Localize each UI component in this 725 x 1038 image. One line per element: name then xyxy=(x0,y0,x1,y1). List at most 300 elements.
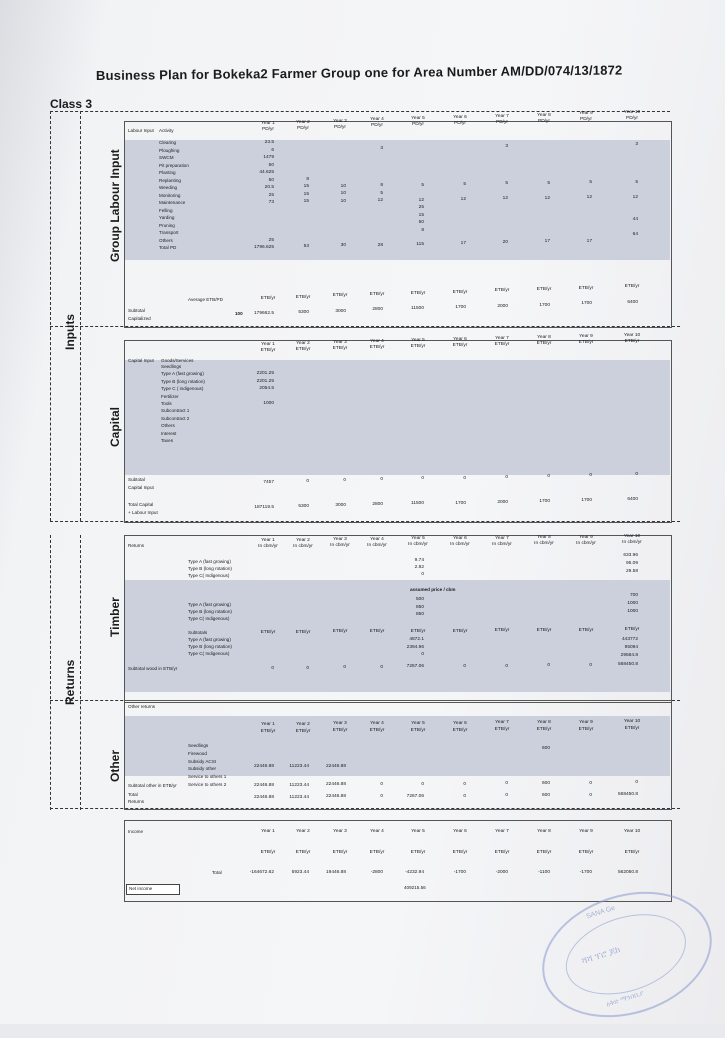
year-header: Year 4 xyxy=(370,117,384,123)
divider-left-inputs xyxy=(50,111,51,521)
stamp-text-bottom: ዕቅድ ማንበቢያ xyxy=(605,989,645,1009)
other-section-label: Other xyxy=(108,749,122,782)
unit-header: ETB/yr xyxy=(369,345,385,350)
activity-name: Ploughing xyxy=(159,147,180,153)
unit-header: PD/yr xyxy=(334,124,346,130)
other-item-name: Service to others 1 xyxy=(188,774,227,780)
activity-name: Clearing xyxy=(159,140,177,145)
subtotal-other-label: Subtotal other in ETB/yr xyxy=(128,783,177,788)
total-returns-value: 0 xyxy=(463,793,466,799)
capital-item-value: 2054.5 xyxy=(259,386,274,392)
other-item-name: Subsidy ACSI xyxy=(188,758,217,764)
capital-subtotal-label: Subtotal xyxy=(128,477,145,482)
year-header: Year 9 xyxy=(579,719,593,725)
other-item-name: Firewood xyxy=(188,750,207,756)
etb-unit-header: ETB/yr xyxy=(452,289,468,295)
unit-header: ETB/yr xyxy=(295,728,311,734)
unit-header: ETB/yr xyxy=(536,850,552,855)
stamp-text-middle: ሻሻ ፕሮ ጆክ xyxy=(580,944,622,967)
unit-header: ETB/yr xyxy=(452,727,468,733)
subtotal-other-value: 22446.88 xyxy=(325,782,346,788)
returns-label: Returns xyxy=(128,543,145,548)
subtotals-label: Subtotals xyxy=(188,630,208,635)
timber-subtotal-y5: 2394.96 xyxy=(406,644,424,650)
income-total-value: -164672.62 xyxy=(249,870,274,875)
subtotal-value: 11500 xyxy=(411,306,424,312)
year-header: Year 8 xyxy=(537,719,551,725)
activity-value: 5 xyxy=(463,182,466,187)
year-header: Year 7 xyxy=(495,336,509,341)
total-pd-value: 53 xyxy=(303,244,309,250)
activity-value: 5 xyxy=(421,182,424,188)
year-header: Year 10 xyxy=(623,534,641,540)
unit-header: In cbm/yr xyxy=(258,544,278,549)
capital-subtotal-value: 0 xyxy=(463,475,466,481)
capital-item-name: Others xyxy=(161,423,175,429)
activity-value: 8 xyxy=(421,227,424,233)
other-seedlings-y8: 600 xyxy=(541,746,550,751)
income-total-value: 562050.8 xyxy=(617,870,638,875)
group-labour-section-label: Group Labour Input xyxy=(108,149,122,262)
subtotal-wood-value: 0 xyxy=(463,664,466,669)
capital-item-name: Tools xyxy=(161,401,172,406)
timber-subtotal-type: Type C( Indigenous) xyxy=(188,651,230,656)
unit-header: In cbm/yr xyxy=(534,541,554,547)
year-header: Year 2 xyxy=(296,721,310,727)
subtotal-wood-value: 7257.06 xyxy=(406,664,424,670)
subtotal-wood-value: 0 xyxy=(547,663,550,669)
activity-value: 12 xyxy=(544,195,550,201)
subtotal-wood-value: 0 xyxy=(271,666,274,671)
activity-value: 10 xyxy=(340,191,346,197)
subtotal-value: 3000 xyxy=(335,308,346,314)
timber-price-y5: 850 xyxy=(415,612,424,617)
capital-total-value: 11500 xyxy=(411,501,424,507)
total-capital-label: Total Capital xyxy=(128,502,154,507)
subsidy-value: 22446.88 xyxy=(325,764,346,769)
unit-header: ETB/yr xyxy=(536,726,552,732)
unit-header: ETB/yr xyxy=(410,727,426,733)
timber-price-y5: 850 xyxy=(415,604,424,610)
divider-returns-col xyxy=(80,535,81,810)
year-header: Year 8 xyxy=(537,829,551,834)
income-total-value: 5923.44 xyxy=(291,870,309,875)
subtotal-value: 179662.5 xyxy=(253,311,274,316)
income-total-label: Total xyxy=(212,870,222,875)
subtotal-value: 1700 xyxy=(539,302,550,308)
capital-item-name: Type B (long rotation) xyxy=(161,378,205,384)
activity-value: 25 xyxy=(418,205,424,211)
unit-header: PD/yr xyxy=(262,127,274,132)
unit-header: PD/yr xyxy=(297,125,309,131)
unit-header: PD/yr xyxy=(412,122,424,128)
activity-name: Felling xyxy=(159,207,173,213)
unit-header: PD/yr xyxy=(496,119,508,125)
assumed-price-label: assumed price / cbm xyxy=(410,587,456,592)
total-pd-value: 28 xyxy=(377,242,383,248)
capital-subtotal-value: 0 xyxy=(306,479,309,485)
timber-price-y5: 500 xyxy=(415,597,424,602)
activity-value: 12 xyxy=(632,194,638,200)
year-header: Year 5 xyxy=(411,116,425,122)
year-header: Year 10 xyxy=(623,829,641,834)
capital-input-label: Capital Input xyxy=(128,358,154,363)
year-header: Year 7 xyxy=(495,113,509,119)
year-header: Year 3 xyxy=(333,340,347,345)
unit-header: In cbm/yr xyxy=(367,542,387,548)
capital-total-value: 1700 xyxy=(581,497,592,503)
year-header: Year 8 xyxy=(537,535,551,541)
divider-left-returns xyxy=(50,535,51,810)
year-header: Year 3 xyxy=(333,537,347,543)
timber-etb-unit: ETB/yr xyxy=(494,628,510,634)
unit-header: In cbm/yr xyxy=(492,541,512,547)
inputs-section-label: Inputs xyxy=(63,314,77,350)
year-header: Year 2 xyxy=(296,119,310,125)
year-header: Year 6 xyxy=(453,115,467,120)
etb-unit-header: ETB/yr xyxy=(260,296,276,301)
unit-header: In cbm/yr xyxy=(293,543,313,549)
activity-value: 50 xyxy=(418,220,424,226)
year-header: Year 8 xyxy=(537,112,551,118)
unit-header: ETB/yr xyxy=(494,727,510,733)
year-header: Year 1 xyxy=(261,342,275,347)
year-header: Year 10 xyxy=(623,333,641,338)
year-header: Year 6 xyxy=(453,720,467,726)
total-pd-value: 17 xyxy=(544,239,550,245)
activity-value: 12 xyxy=(418,197,424,203)
unit-header: ETB/yr xyxy=(410,344,426,349)
timber-etb-unit: ETB/yr xyxy=(452,628,468,634)
income-total-value: -2800 xyxy=(370,870,383,875)
total-pd-value: 30 xyxy=(340,243,346,249)
capital-total-value: 187119.5 xyxy=(254,505,274,510)
timber-etb-unit: ETB/yr xyxy=(260,630,276,635)
subtotal-value: 5300 xyxy=(298,309,309,315)
total-pd-value: 17 xyxy=(460,241,466,246)
year-header: Year 5 xyxy=(411,338,425,343)
activity-value: 5 xyxy=(547,180,550,186)
capital-band xyxy=(125,360,670,475)
activity-value: 15 xyxy=(303,199,309,205)
etb-unit-header: ETB/yr xyxy=(295,294,311,300)
other-returns-label: Other returns xyxy=(128,704,156,709)
year-header: Year 4 xyxy=(370,536,384,542)
total-returns-value: 0 xyxy=(505,793,508,799)
timber-etb-unit: ETB/yr xyxy=(332,629,348,635)
activity-value: 3 xyxy=(505,143,508,149)
capital-item-name: Seedlings xyxy=(161,364,182,369)
income-total-value: -1100 xyxy=(538,870,550,875)
unit-header: ETB/yr xyxy=(494,850,510,855)
subtotal-other-value: 0 xyxy=(380,782,383,788)
net-income-value: 409215.56 xyxy=(404,885,426,890)
unit-header: ETB/yr xyxy=(295,347,311,352)
timber-price-type: Type C( Indigenous) xyxy=(188,616,230,621)
activity-value: 23.5 xyxy=(264,140,274,145)
capital-total-value: 6400 xyxy=(627,496,638,502)
timber-type-name: Type A (fast growing) xyxy=(188,559,231,564)
unit-header: ETB/yr xyxy=(452,850,468,855)
income-total-value: 19446.88 xyxy=(325,870,346,875)
year-header: Year 7 xyxy=(495,720,509,726)
capital-item-name: Interest xyxy=(161,430,177,436)
capital-subtotal-value: 0 xyxy=(343,478,346,484)
net-income-label: Net income xyxy=(129,886,153,891)
timber-subtotal-type: Type A (fast growing) xyxy=(188,637,231,642)
timber-subtotal-type: Type B (long rotation) xyxy=(188,644,232,649)
year-header: Year 4 xyxy=(370,721,384,727)
class-label: Class 3 xyxy=(50,97,93,111)
year-header: Year 7 xyxy=(495,829,509,834)
timber-subtotal-y5: 0 xyxy=(421,652,424,657)
subtotal-label: Subtotal xyxy=(128,308,145,313)
unit-header: PD/yr xyxy=(371,123,383,129)
activity-value: 8 xyxy=(306,176,309,182)
timber-etb-unit: ETB/yr xyxy=(369,629,385,635)
stamp-text-top: SANA Ge xyxy=(585,904,617,921)
subtotal-value: 6400 xyxy=(627,300,638,306)
capital-total-value: 1700 xyxy=(455,500,466,506)
stamp-inner-ring xyxy=(555,900,696,1009)
income-total-value: -2000 xyxy=(495,870,508,875)
income-total-value: -1700 xyxy=(579,870,592,875)
unit-header: ETB/yr xyxy=(260,348,276,353)
year-header: Year 6 xyxy=(453,829,467,834)
capital-total-value: 2800 xyxy=(372,502,383,508)
activity-name: Weeding xyxy=(159,185,178,190)
capital-item-value: 1000 xyxy=(263,401,274,406)
year-header: Year 1 xyxy=(261,829,275,834)
unit-header: ETB/yr xyxy=(624,850,640,855)
unit-header: In cbm/yr xyxy=(330,543,350,549)
year-header: Year 4 xyxy=(370,829,384,834)
activity-value: 50 xyxy=(268,162,274,168)
total-returns-value: 0 xyxy=(380,794,383,800)
year-header: Year 1 xyxy=(261,121,275,126)
capital-item-value: 2201.25 xyxy=(256,378,274,384)
labour-input-label: Labour Input xyxy=(128,128,154,133)
activity-value: 44 xyxy=(632,217,638,223)
capital-total-value: 1700 xyxy=(539,498,550,504)
year-header: Year 10 xyxy=(623,110,641,116)
unit-header: PD/yr xyxy=(454,121,466,126)
timber-volume-y10: 95.09 xyxy=(625,561,638,566)
activity-value: 25 xyxy=(268,237,274,243)
etb-unit-header: ETB/yr xyxy=(624,284,640,290)
capital-subtotal-value: 0 xyxy=(589,472,592,478)
timber-etb-unit: ETB/yr xyxy=(578,627,594,633)
activity-value: 5 xyxy=(635,179,638,185)
year-header: Year 7 xyxy=(495,535,509,541)
unit-header: ETB/yr xyxy=(295,850,311,855)
unit-header: PD/yr xyxy=(626,116,638,122)
capital-item-value: 2201.25 xyxy=(256,371,274,377)
timber-type-name: Type C( Indigenous) xyxy=(188,573,230,578)
activity-value: 10 xyxy=(340,198,346,204)
year-header: Year 9 xyxy=(579,111,593,117)
year-header: Year 2 xyxy=(296,537,310,543)
activity-value: 15 xyxy=(303,191,309,197)
activity-value: 15 xyxy=(303,184,309,190)
year-header: Year 3 xyxy=(333,118,347,124)
unit-header: PD/yr xyxy=(538,118,550,124)
total-returns-value: 568450.8 xyxy=(617,792,638,798)
activity-value: 3 xyxy=(635,142,638,148)
activity-value: 50 xyxy=(268,177,274,183)
subtotal-wood-value: 568450.8 xyxy=(617,662,638,668)
year-header: Year 4 xyxy=(370,339,384,344)
activity-value: 10 xyxy=(340,183,346,189)
unit-header: ETB/yr xyxy=(624,726,640,732)
activity-value: 15 xyxy=(418,212,424,218)
unit-header: ETB/yr xyxy=(494,342,510,347)
other-item-name: Subsidy other xyxy=(188,766,217,772)
total-pd-value: 20 xyxy=(502,240,508,246)
unit-header: ETB/yr xyxy=(332,346,348,351)
timber-subtotal-y10: 95094 xyxy=(624,645,638,650)
income-total-value: -1700 xyxy=(453,870,466,875)
subtotal-other-value: 0 xyxy=(463,781,466,787)
other-item-name: Service to others 2 xyxy=(188,782,227,787)
year-header: Year 1 xyxy=(261,722,275,727)
subtotal-wood-value: 0 xyxy=(380,664,383,670)
average-etb-label: Average ETB/PD xyxy=(188,297,223,302)
timber-subtotal-y10: 443772 xyxy=(621,637,638,642)
subtotal-wood-value: 0 xyxy=(343,665,346,671)
capital-item-name: Type A (fast growing) xyxy=(161,371,204,377)
income-label: Income xyxy=(128,829,144,834)
capital-total-value: 3000 xyxy=(335,503,346,509)
activity-value: 25 xyxy=(268,192,274,198)
unit-header: PD/yr xyxy=(580,117,592,123)
capital-item-name: Taxes xyxy=(161,438,173,443)
unit-header: ETB/yr xyxy=(332,850,348,855)
activity-value: 73 xyxy=(268,200,274,205)
activity-name: Others xyxy=(159,237,173,243)
activity-name: Pruning xyxy=(159,222,175,228)
year-header: Year 5 xyxy=(411,829,425,834)
activity-value: 1479 xyxy=(263,155,274,160)
timber-price-type: Type B (long rotation) xyxy=(188,609,232,614)
income-total-value: -4232.94 xyxy=(405,870,424,875)
activity-value: 5 xyxy=(505,181,508,187)
capital-subtotal-value: 0 xyxy=(547,473,550,479)
year-header: Year 5 xyxy=(411,720,425,726)
timber-etb-unit: ETB/yr xyxy=(410,628,426,634)
capital-subtotal-value: 0 xyxy=(505,474,508,480)
timber-volume-y5: 2.82 xyxy=(414,565,424,570)
timber-etb-unit: ETB/yr xyxy=(295,629,311,635)
unit-header: ETB/yr xyxy=(369,728,385,734)
total-returns-value: 22446.88 xyxy=(253,795,274,800)
capital-total-value: 5300 xyxy=(298,504,309,510)
activity-name: Pit preparation xyxy=(159,162,189,168)
capital-subtotal-value: 0 xyxy=(421,476,424,482)
subtotal-value: 2800 xyxy=(372,307,383,313)
subtotal-value: 1700 xyxy=(581,301,592,307)
subtotal-other-value: 0 xyxy=(505,781,508,787)
activity-name: Planting xyxy=(159,170,176,175)
year-header: Year 2 xyxy=(296,341,310,346)
etb-unit-header: ETB/yr xyxy=(578,285,594,291)
total-pd-value: 1796.625 xyxy=(253,245,274,250)
subsidy-value: 11223.44 xyxy=(289,764,309,769)
capital-item-name: Type C ( indigenous) xyxy=(161,386,204,392)
document-title: Business Plan for Bokeka2 Farmer Group one for Area Number AM/DD/074/13/1872 xyxy=(95,62,623,83)
activity-name: Replanting xyxy=(159,177,181,183)
total-returns-value: 11223.44 xyxy=(289,794,309,800)
subtotal-value: 2000 xyxy=(497,303,508,309)
year-header: Year 3 xyxy=(333,721,347,727)
activity-value: 3 xyxy=(380,145,383,151)
year-header: Year 9 xyxy=(579,334,593,339)
unit-header: ETB/yr xyxy=(578,726,594,732)
unit-header: ETB/yr xyxy=(369,850,385,855)
goods-services-label: Goods/Services xyxy=(161,358,194,363)
timber-type-name: Type B (long rotation) xyxy=(188,566,232,571)
average-value: 100 xyxy=(235,311,243,316)
activity-value: 12 xyxy=(460,197,466,202)
subtotal-other-value: 11223.44 xyxy=(289,782,309,788)
etb-unit-header: ETB/yr xyxy=(494,288,510,294)
activity-value: 12 xyxy=(502,196,508,202)
unit-header: ETB/yr xyxy=(624,339,640,344)
capital-item-name: Subcontract 2 xyxy=(161,415,190,421)
subtotal-wood-value: 0 xyxy=(505,663,508,669)
year-header: Year 2 xyxy=(296,829,310,834)
timber-price-type: Type A (fast growing) xyxy=(188,602,231,607)
activity-value: 5 xyxy=(380,190,383,196)
timber-price-y10: 1000 xyxy=(627,601,638,606)
activity-name: Yarding xyxy=(159,215,175,220)
subtotal-other-value: 600 xyxy=(541,780,550,786)
activity-value: 8 xyxy=(380,183,383,189)
timber-etb-unit: ETB/yr xyxy=(536,627,552,633)
total-returns-value: 22446.88 xyxy=(325,794,346,800)
year-header: Year 9 xyxy=(579,534,593,540)
etb-unit-header: ETB/yr xyxy=(332,293,348,299)
capital-section-label: Capital xyxy=(108,406,122,447)
total-returns-value: 7267.06 xyxy=(406,793,424,799)
year-header: Year 5 xyxy=(411,536,425,542)
activity-value: 44.625 xyxy=(259,170,274,175)
unit-header: ETB/yr xyxy=(260,729,276,734)
timber-etb-unit: ETB/yr xyxy=(624,627,640,633)
unit-header: ETB/yr xyxy=(578,340,594,345)
divider-inputs-col xyxy=(80,111,81,521)
year-header: Year 1 xyxy=(261,538,275,543)
capital-total-value: 2000 xyxy=(497,499,508,505)
capital-subtotal-value: 0 xyxy=(380,477,383,483)
year-header: Year 10 xyxy=(623,719,641,725)
unit-header: In cbm/yr xyxy=(622,540,642,546)
activity-value: 12 xyxy=(586,195,592,201)
activity-value: 5 xyxy=(589,180,592,186)
etb-unit-header: ETB/yr xyxy=(410,290,426,296)
timber-subtotal-y5: 4872.1 xyxy=(409,637,424,642)
total-pd-value: 17 xyxy=(586,238,592,244)
subtotal-wood-label: Subtotal wood in ETB/yr xyxy=(128,666,178,671)
etb-unit-header: ETB/yr xyxy=(536,286,552,292)
subtotal-wood-value: 0 xyxy=(306,665,309,671)
subtotal-other-value: 22446.88 xyxy=(253,783,274,788)
timber-price-y10: 700 xyxy=(629,593,638,598)
capitalized-label: Capitalized xyxy=(128,316,151,321)
total-returns-label: Total xyxy=(128,792,138,797)
capital-subtotal-value: 7457 xyxy=(263,480,274,485)
unit-header: In cbm/yr xyxy=(408,542,428,548)
